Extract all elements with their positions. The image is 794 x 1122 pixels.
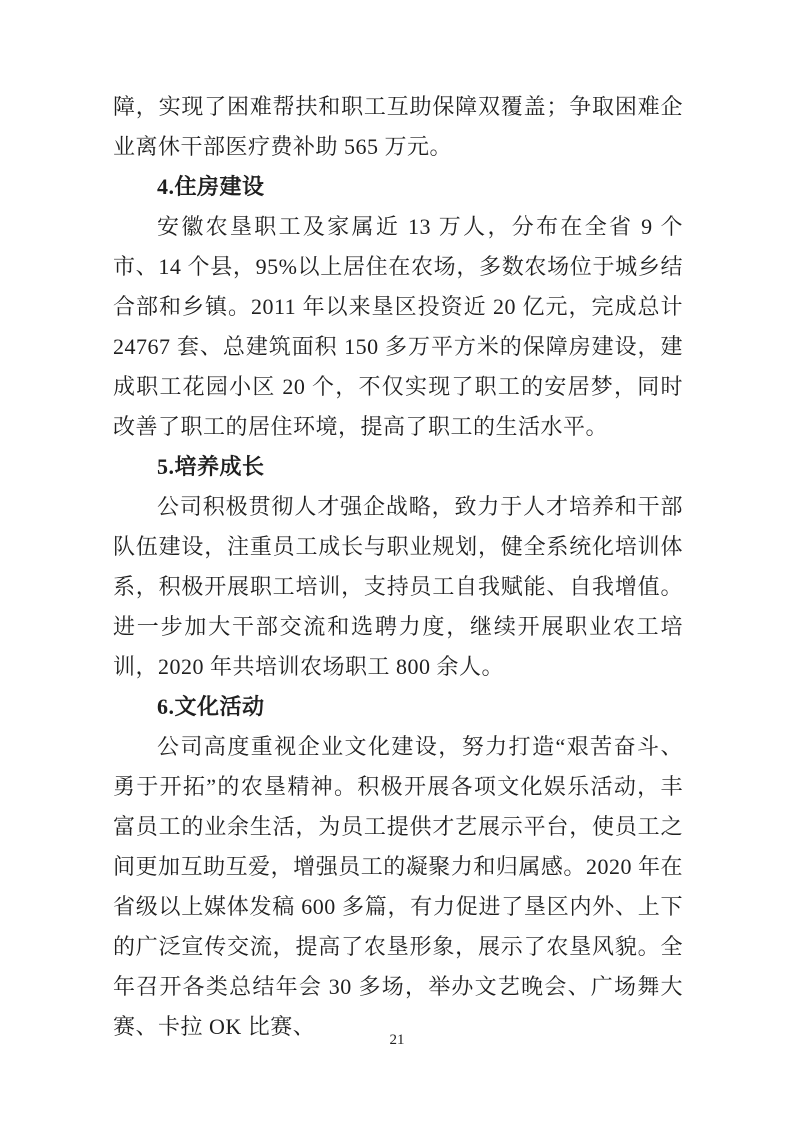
section-heading-housing: 4.住房建设: [157, 174, 265, 199]
section-heading-culture: 6.文化活动: [157, 694, 265, 719]
document-body: [113, 87, 683, 1047]
section-paragraph-training: 公司积极贯彻人才强企战略，致力于人才培养和干部队伍建设，注重员工成长与职业规划，健全系统化培训体系，积极开展职工培训，支持员工自我赋能、自我增值。进一步加大干部交流和选聘力度，继续开展职业农工培训，2020 年共培训农场职工 800 余人。: [113, 494, 683, 679]
section-heading-training: 5.培养成长: [157, 454, 265, 479]
section-paragraph-culture: 公司高度重视企业文化建设，努力打造“艰苦奋斗、勇于开拓”的农垦精神。积极开展各项文化娱乐活动，丰富员工的业余生活，为员工提供才艺展示平台，使员工之间更加互助互爱，增强员工的凝聚力和归属感。2020 年在省级以上媒体发稿 600 多篇，有力促进了垦区内外、上下的广泛宣传交流，提高了农垦形象，展示了农垦风貌。全年召开各类总结年会 30 多场，举办文艺晚会、广场舞大赛、卡拉 OK 比赛、: [113, 734, 683, 1039]
section-paragraph-housing: 安徽农垦职工及家属近 13 万人，分布在全省 9 个市、14 个县，95%以上居住在农场，多数农场位于城乡结合部和乡镇。2011 年以来垦区投资近 20 亿元，完成总计 24767 套、总建筑面积 150 多万平方米的保障房建设，建成职工花园小区 20 个，不仅实现了职工的安居梦，同时改善了职工的居住环境，提高了职工的生活水平。: [113, 214, 683, 439]
continuation-paragraph: 障，实现了困难帮扶和职工互助保障双覆盖；争取困难企业离休干部医疗费补助 565 万元。: [113, 94, 683, 159]
page-number: 21: [389, 1032, 405, 1048]
